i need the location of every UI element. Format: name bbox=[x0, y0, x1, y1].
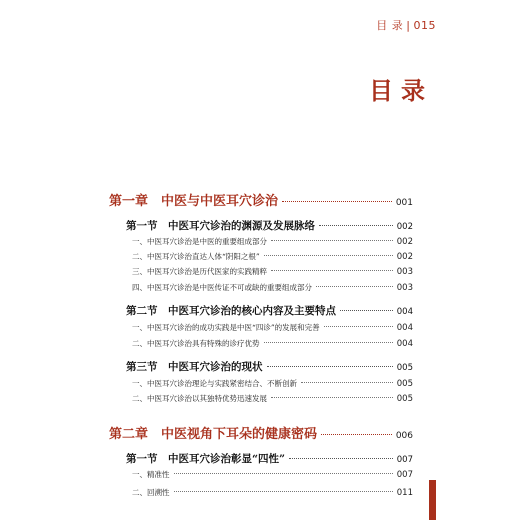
toc-entry-page: 003 bbox=[396, 283, 413, 293]
dot-leader bbox=[301, 382, 393, 383]
toc-entry-page: 002 bbox=[396, 222, 413, 232]
toc-entry-page: 002 bbox=[396, 237, 413, 247]
toc-entry-page: 005 bbox=[396, 379, 413, 389]
toc-entry-label: 第一节 中医耳穴诊治的渊源及发展脉络 bbox=[126, 220, 315, 232]
toc-item-entry[interactable] bbox=[132, 251, 413, 262]
toc-item-entry[interactable] bbox=[132, 338, 413, 349]
dot-leader bbox=[282, 201, 392, 202]
toc-entry-label: 二、中医耳穴诊治直达人体“阴阳之根” bbox=[132, 252, 260, 261]
toc-chapter-entry[interactable] bbox=[109, 423, 413, 442]
toc-entry-page: 005 bbox=[396, 363, 413, 373]
dot-leader bbox=[340, 310, 393, 311]
toc-entry-label: 二、中医耳穴诊治以其独特优势迅速发展 bbox=[132, 394, 267, 403]
running-head-separator: | bbox=[406, 19, 411, 32]
toc-entry-page: 006 bbox=[395, 431, 413, 441]
toc-section-entry[interactable] bbox=[126, 218, 413, 233]
toc-entry-page: 002 bbox=[396, 252, 413, 262]
toc-entry-label: 第三节 中医耳穴诊治的现状 bbox=[126, 361, 263, 373]
toc-item-entry[interactable] bbox=[132, 487, 413, 498]
toc-item-entry[interactable] bbox=[132, 378, 413, 389]
toc-entry-label: 四、中医耳穴诊治是中医传证不可或缺的重要组成部分 bbox=[132, 283, 312, 292]
dot-leader bbox=[271, 270, 393, 271]
dot-leader bbox=[324, 326, 393, 327]
toc-entry-label: 一、中医耳穴诊治是中医的重要组成部分 bbox=[132, 237, 267, 246]
dot-leader bbox=[316, 286, 393, 287]
toc-entry-page: 011 bbox=[396, 488, 413, 498]
toc-entry-label: 一、中医耳穴诊治理论与实践紧密结合、不断创新 bbox=[132, 379, 297, 388]
toc-section-entry[interactable] bbox=[126, 303, 413, 318]
toc-entry-label: 第二节 中医耳穴诊治的核心内容及主要特点 bbox=[126, 305, 336, 317]
toc-entry-label: 三、中医耳穴诊治是历代医家的实践精粹 bbox=[132, 267, 267, 276]
toc-title: 目录 bbox=[369, 76, 433, 105]
toc-entry-page: 001 bbox=[395, 198, 413, 208]
toc-entry-page: 005 bbox=[396, 394, 413, 404]
toc-chapter-entry[interactable] bbox=[109, 190, 413, 209]
toc-entry-page: 004 bbox=[396, 323, 413, 333]
running-head-page-number: 015 bbox=[413, 19, 436, 32]
toc-entry-page: 003 bbox=[396, 267, 413, 277]
toc-item-entry[interactable] bbox=[132, 282, 413, 293]
toc-entry-label: 一、中医耳穴诊治的成功实践是中医“四诊”的发展和完善 bbox=[132, 323, 320, 332]
dot-leader bbox=[289, 458, 393, 459]
toc-entry-page: 004 bbox=[396, 307, 413, 317]
dot-leader bbox=[264, 342, 393, 343]
toc-section-entry[interactable] bbox=[126, 451, 413, 466]
dot-leader bbox=[264, 255, 393, 256]
toc-entry-label: 一、精准性 bbox=[132, 470, 170, 479]
toc-section-entry[interactable] bbox=[126, 359, 413, 374]
page-edge-marker bbox=[429, 480, 436, 520]
dot-leader bbox=[271, 397, 393, 398]
toc-item-entry[interactable] bbox=[132, 266, 413, 277]
toc-item-entry[interactable] bbox=[132, 469, 413, 480]
toc-item-entry[interactable] bbox=[132, 393, 413, 404]
toc-entry-label: 第二章 中医视角下耳朵的健康密码 bbox=[109, 427, 318, 442]
toc-entry-page: 004 bbox=[396, 339, 413, 349]
toc-entry-label: 第一节 中医耳穴诊治彰显“四性” bbox=[126, 453, 286, 465]
toc-entry-label: 二、回溯性 bbox=[132, 488, 170, 497]
toc-entry-label: 二、中医耳穴诊治具有特殊的诊疗优势 bbox=[132, 339, 260, 348]
dot-leader bbox=[267, 366, 393, 367]
dot-leader bbox=[174, 491, 393, 492]
toc-item-entry[interactable] bbox=[132, 236, 413, 247]
dot-leader bbox=[321, 434, 392, 435]
toc-entry-label: 第一章 中医与中医耳穴诊治 bbox=[109, 194, 279, 209]
toc-item-entry[interactable] bbox=[132, 322, 413, 333]
dot-leader bbox=[174, 473, 393, 474]
toc-entry-page: 007 bbox=[396, 470, 413, 480]
dot-leader bbox=[319, 225, 393, 226]
dot-leader bbox=[271, 240, 393, 241]
running-head-label: 目 录 bbox=[376, 19, 404, 32]
toc-entry-page: 007 bbox=[396, 455, 413, 465]
